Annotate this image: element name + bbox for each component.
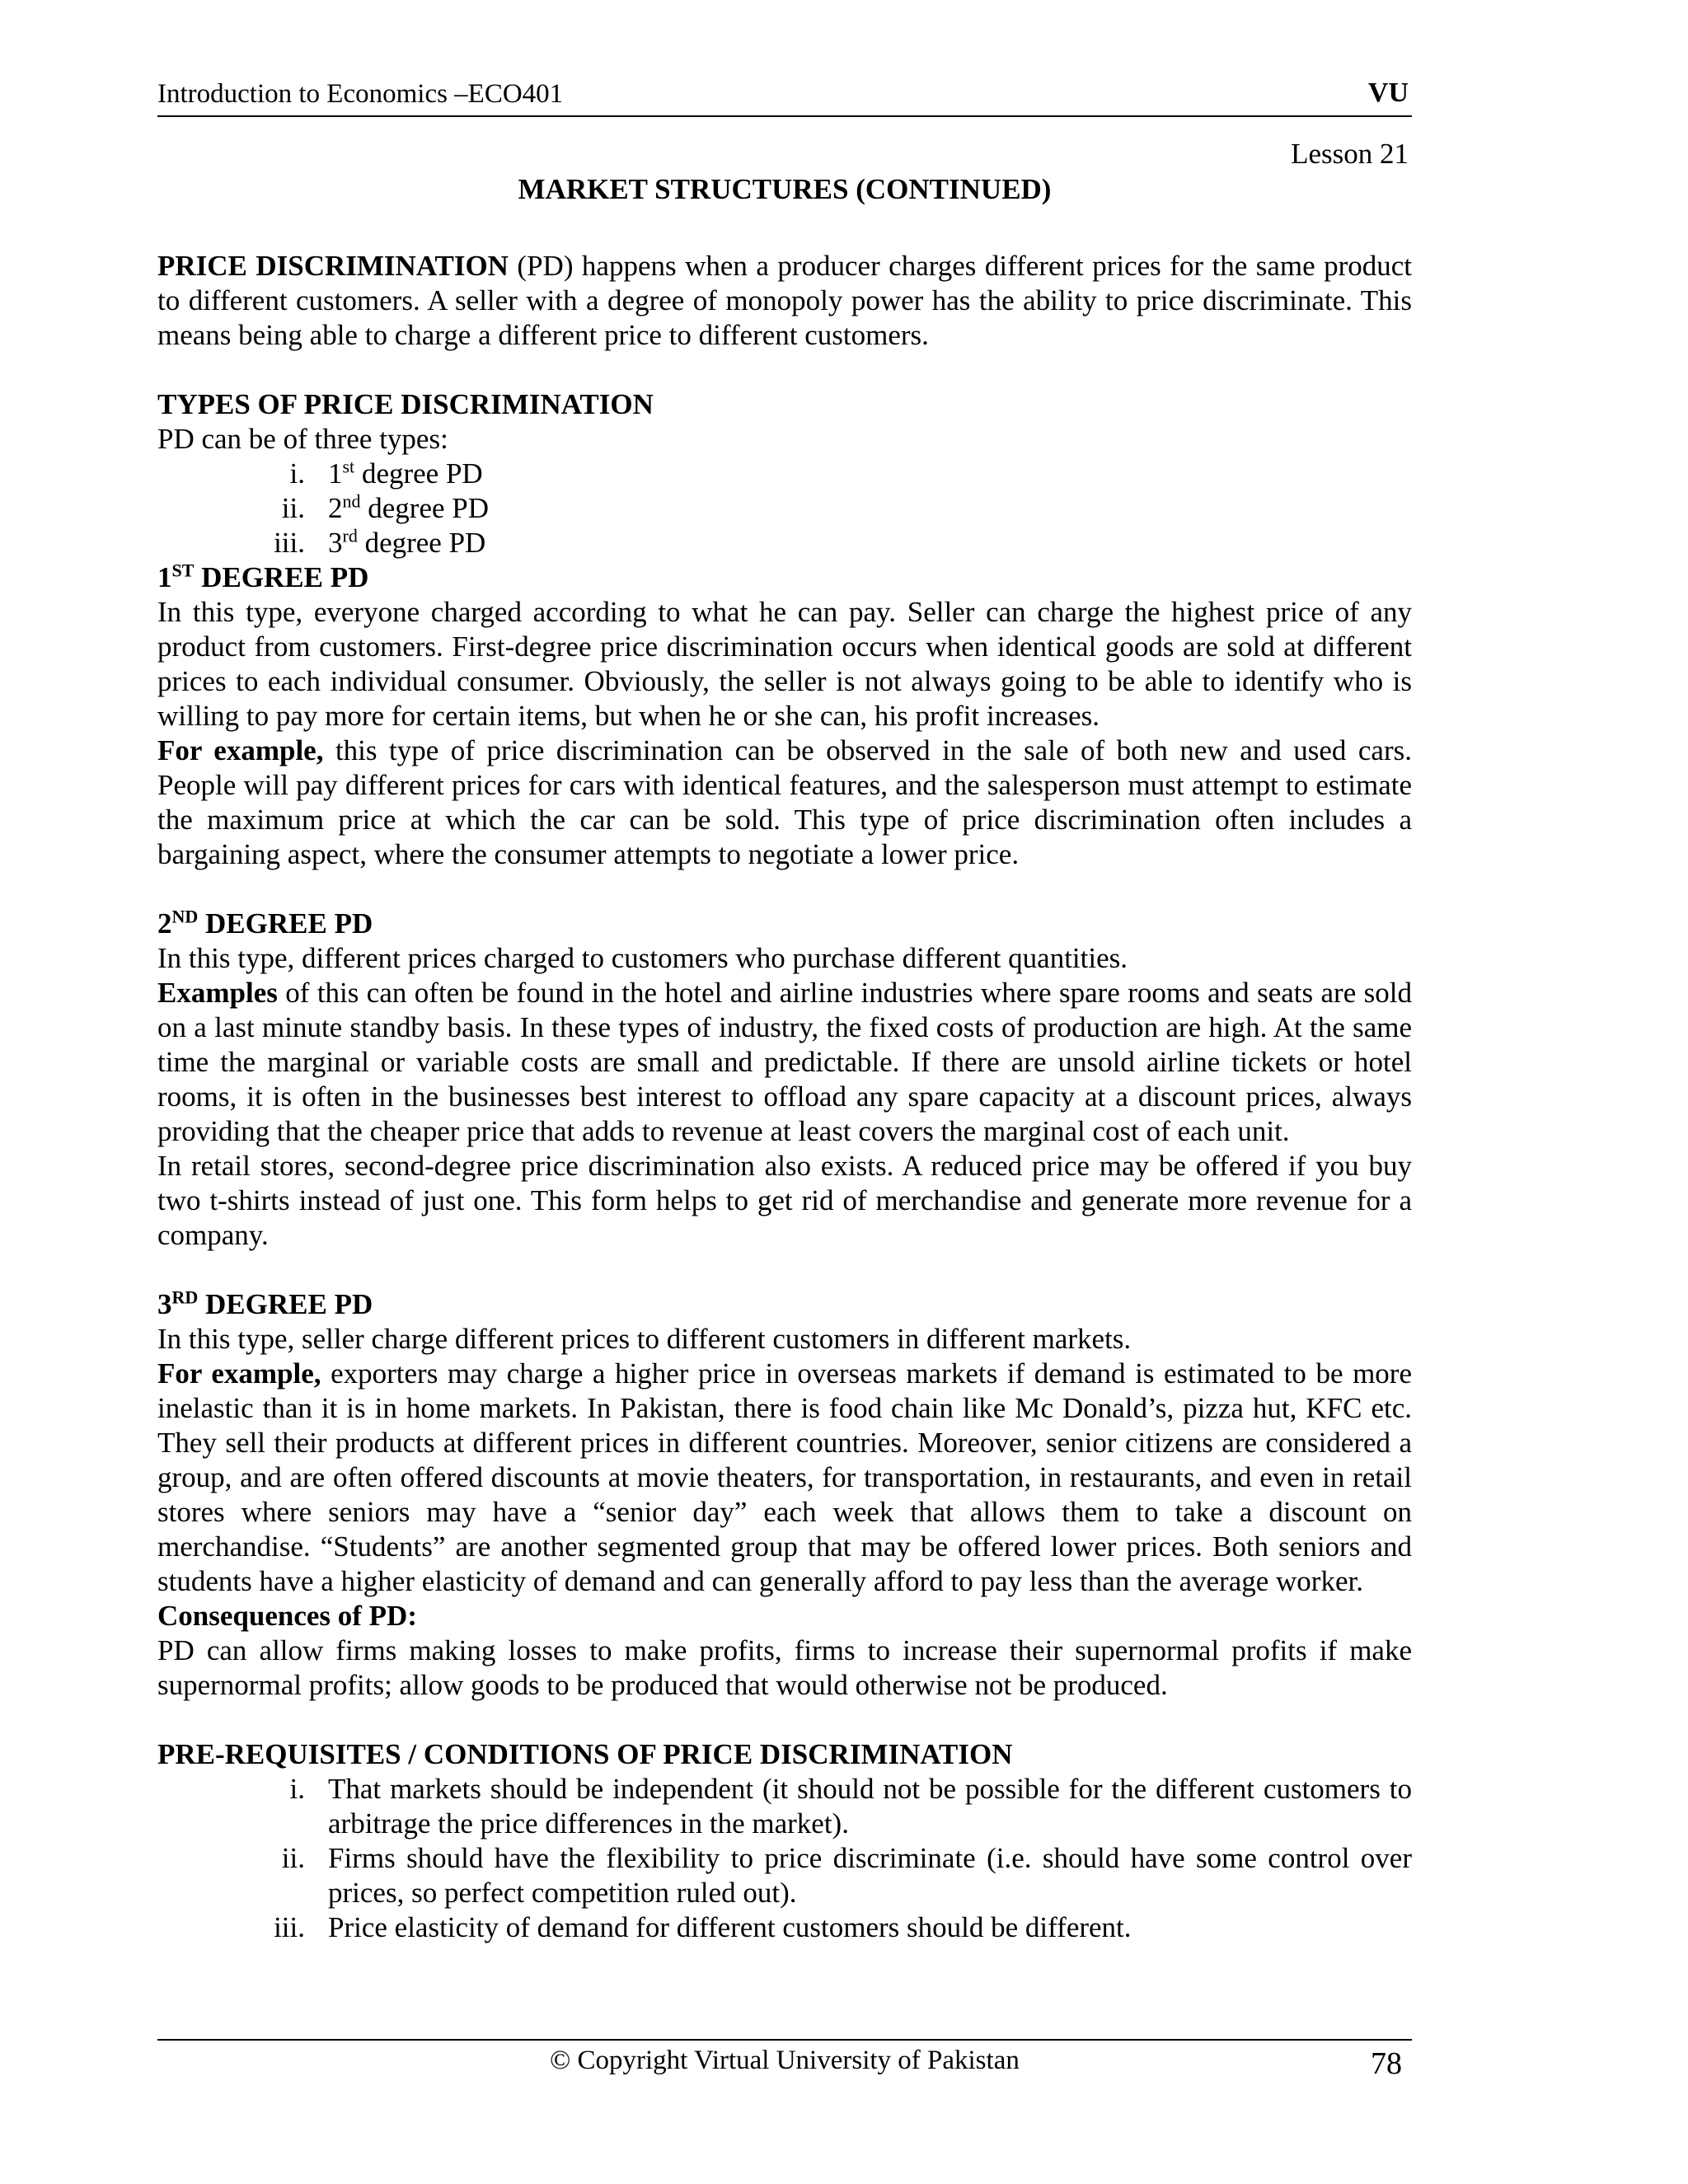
third-degree-text: In this type, seller charge different prices to different customers in different markets. [157, 1323, 1132, 1355]
example-text: this type of price discrimination can be observed in the sale of both new and used cars. People will pay different prices for cars with identical features, and the salesperson must attempt to estimate the maximum price at which the car can be sold. This type of price discrimination often includes a bargaining aspect, where the consumer attempts to negotiate a lower price. [157, 734, 1412, 870]
prereq-list [157, 1772, 1412, 1945]
types-lead: PD can be of three types: [157, 423, 448, 455]
heading-suffix: ND [171, 906, 199, 927]
intro-paragraph [157, 249, 1412, 353]
list-item [157, 491, 1412, 526]
list-item [157, 1910, 1412, 1945]
list-item-text: Price elasticity of demand for different customers should be different. [328, 1911, 1132, 1943]
list-item-number: 2 [328, 492, 343, 524]
second-degree-text: In this type, different prices charged to customers who purchase different quantities. [157, 942, 1128, 974]
list-item-suffix: nd [342, 490, 361, 512]
first-degree-example [157, 733, 1412, 872]
list-item-text: That markets should be independent (it should not be possible for the different customers to arbitrage the price differences in the market). [328, 1773, 1412, 1840]
list-number: iii. [274, 527, 305, 559]
example-label: For example, [157, 1357, 321, 1390]
second-degree-retail: In retail stores, second-degree price discrimination also exists. A reduced price may be offered if you buy two t-shirts instead of just one. This form helps to get rid of merchandise and generate more revenue for a company. [157, 1150, 1412, 1251]
intro-term: PRICE DISCRIMINATION [157, 250, 509, 282]
third-degree-heading [157, 1287, 1412, 1322]
lesson-label: Lesson 21 [1291, 138, 1409, 170]
heading-text: DEGREE PD [194, 561, 369, 593]
page-title: MARKET STRUCTURES (CONTINUED) [518, 173, 1052, 205]
second-degree-example [157, 976, 1412, 1149]
types-list [157, 457, 1412, 560]
page-number: 78 [1371, 2046, 1402, 2081]
list-item-number: 1 [328, 457, 343, 490]
list-number: ii. [281, 1842, 305, 1874]
list-number: iii. [274, 1911, 305, 1943]
list-item-number: 3 [328, 527, 343, 559]
first-degree-text: In this type, everyone charged according to what he can pay. Seller can charge the highest price of any product from customers. First-degree price discrimination occurs when identical goods are sold at different prices to each individual consumer. Obviously, the seller is not always going to be able to identify who is willing to pay more for certain items, but when he or she can, his profit increases. [157, 596, 1412, 732]
page-footer [157, 2039, 1412, 2090]
list-number: i. [289, 1773, 305, 1805]
institution-label: VU [1367, 77, 1409, 108]
example-label: Examples [157, 977, 278, 1009]
course-title: Introduction to Economics –ECO401 [157, 79, 564, 109]
list-number: ii. [281, 492, 305, 524]
heading-suffix: RD [171, 1286, 199, 1308]
list-item-suffix: st [342, 456, 355, 477]
third-degree-example [157, 1357, 1412, 1599]
example-text: of this can often be found in the hotel and airline industries where spare rooms and seats are sold on a last minute standby basis. In these types of industry, the fixed costs of production are high. At the same time the marginal or variable costs are small and predictable. If there are unsold airline tickets or hotel rooms, it is often in the businesses best interest to offload any spare capacity at a discount prices, always providing that the cheaper price that adds to revenue at least covers the marginal cost of each unit. [157, 977, 1412, 1147]
list-item-suffix: rd [342, 525, 358, 546]
heading-text: DEGREE PD [198, 1288, 373, 1320]
prereq-heading: PRE-REQUISITES / CONDITIONS OF PRICE DISCRIMINATION [157, 1738, 1013, 1770]
heading-suffix: ST [171, 560, 195, 581]
heading-number: 3 [157, 1288, 172, 1320]
heading-number: 1 [157, 561, 172, 593]
list-item [157, 457, 1412, 491]
heading-text: DEGREE PD [198, 907, 373, 940]
consequences-heading: Consequences of PD: [157, 1600, 417, 1632]
list-item-text: Firms should have the flexibility to price discriminate (i.e. should have some control over prices, so perfect competition ruled out). [328, 1842, 1412, 1909]
list-number: i. [289, 457, 305, 490]
list-item [157, 526, 1412, 560]
intro-text: (PD) happens when a producer charges different prices for the same product to different customers. A seller with a degree of monopoly power has the ability to price discriminate. This means being able to charge a different price to different customers. [157, 250, 1412, 351]
list-item-text: degree PD [354, 457, 483, 490]
list-item [157, 1841, 1412, 1910]
page-header [157, 76, 1412, 117]
heading-number: 2 [157, 907, 172, 940]
copyright-text: © Copyright Virtual University of Pakistan [550, 2046, 1020, 2075]
types-heading: TYPES OF PRICE DISCRIMINATION [157, 388, 654, 420]
list-item-text: degree PD [360, 492, 490, 524]
document-body [157, 249, 1412, 1945]
second-degree-heading [157, 907, 1412, 941]
list-item [157, 1772, 1412, 1841]
example-text: exporters may charge a higher price in overseas markets if demand is estimated to be more inelastic than it is in home markets. In Pakistan, there is food chain like Mc Donald’s, pizza hut, KFC etc. They sell their products at different prices in different countries. Moreover, senior citizens are considered a group, and are often offered discounts at movie theaters, for transportation, in restaurants, and even in retail stores where seniors may have a “senior day” each week that allows them to take a discount on merchandise. “Students” are another segmented group that may be offered lower prices. Both seniors and students have a higher elasticity of demand and can generally afford to pay less than the average worker. [157, 1357, 1413, 1597]
consequences-text: PD can allow firms making losses to make profits, firms to increase their supernormal profits if make supernormal profits; allow goods to be produced that would otherwise not be produced. [157, 1634, 1412, 1701]
first-degree-heading [157, 560, 1412, 595]
list-item-text: degree PD [357, 527, 486, 559]
example-label: For example, [157, 734, 324, 766]
